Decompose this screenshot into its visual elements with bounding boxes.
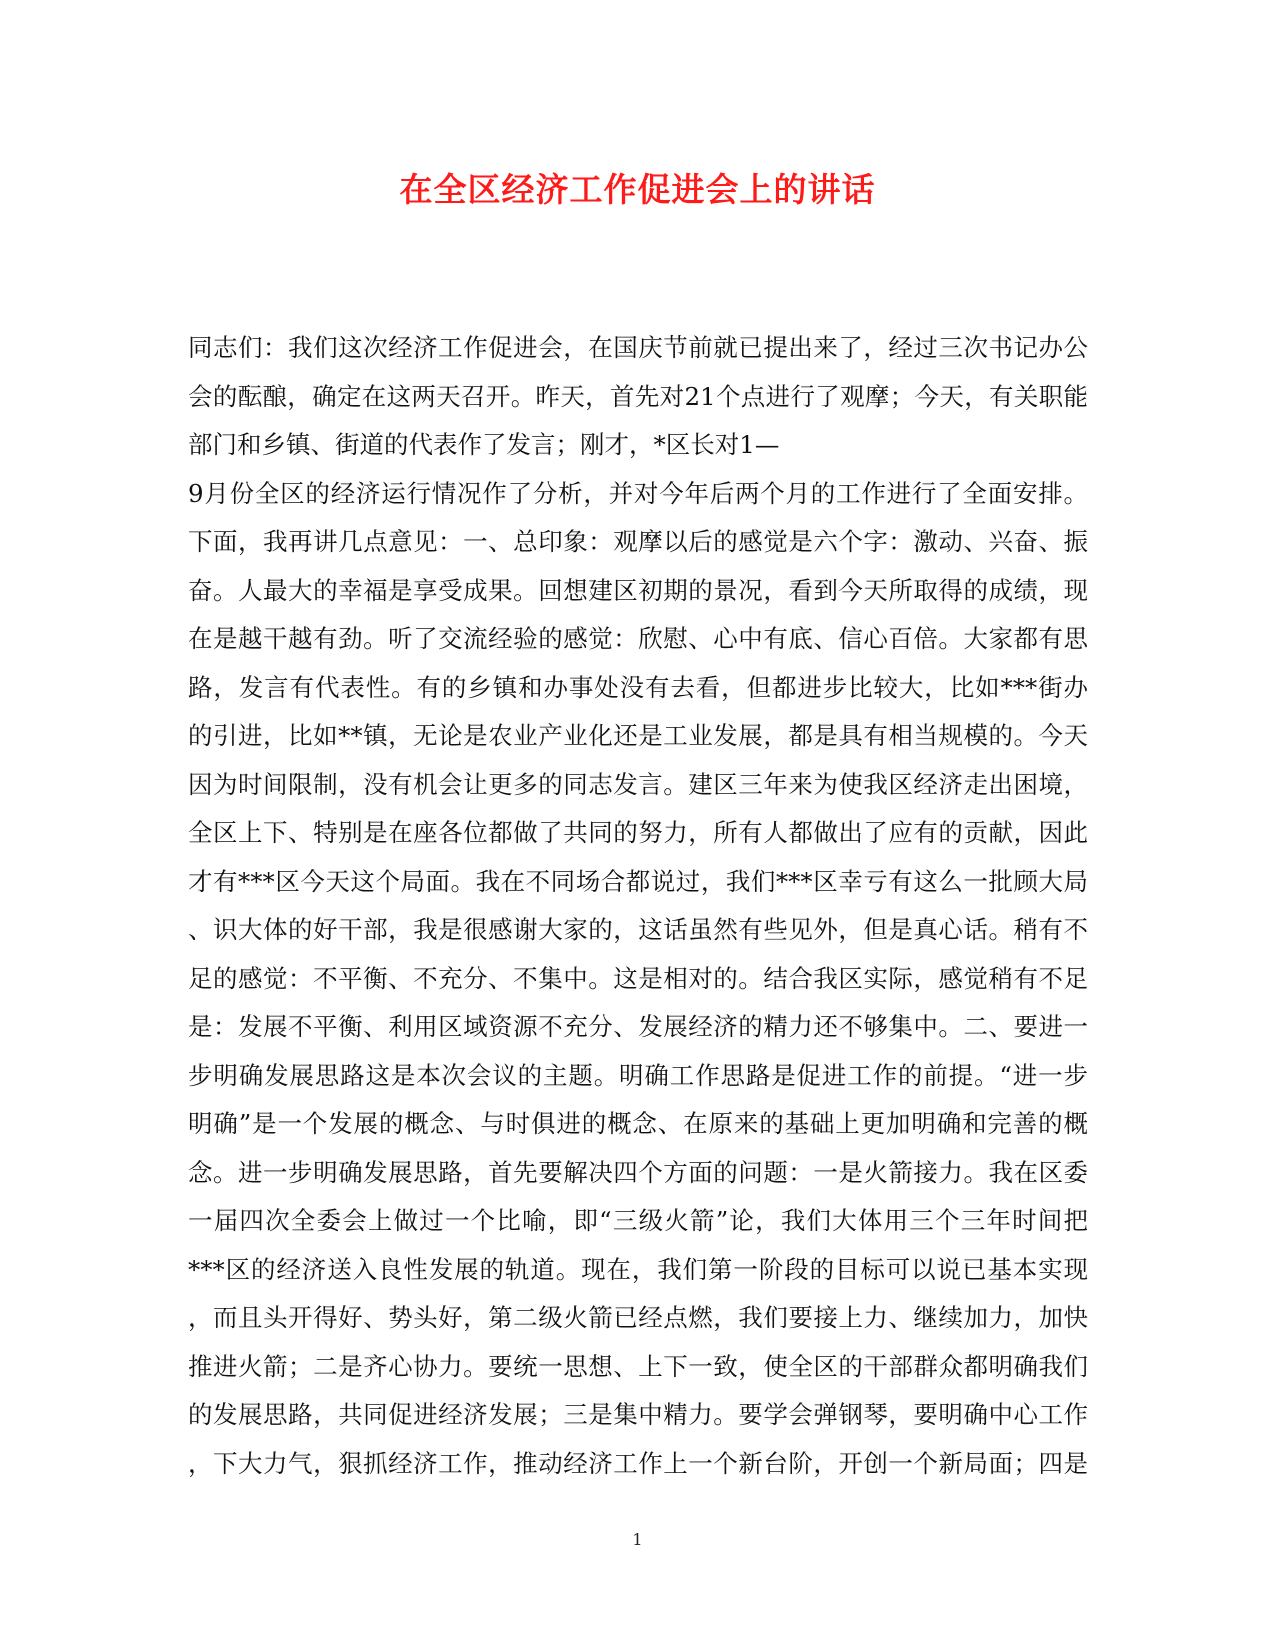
body-line: 9月份全区的经济运行情况作了分析，并对今年后两个月的工作进行了全面安排。 <box>188 478 1088 508</box>
body-line: 念。进一步明确发展思路，首先要解决四个方面的问题：一是火箭接力。我在区委 <box>188 1157 1088 1187</box>
body-line: 因为时间限制，没有机会让更多的同志发言。建区三年来为使我区经济走出困境， <box>188 769 1088 799</box>
body-line: 部门和乡镇、街道的代表作了发言；刚才，*区长对1— <box>188 430 780 459</box>
body-line: 明确”是一个发展的概念、与时俱进的概念、在原来的基础上更加明确和完善的概 <box>188 1109 1088 1138</box>
document-title: 在全区经济工作促进会上的讲话 <box>399 170 876 209</box>
body-line: 步明确发展思路这是本次会议的主题。明确工作思路是促进工作的前提。“进一步 <box>188 1060 1088 1090</box>
body-line: 推进火箭；二是齐心协力。要统一思想、上下一致，使全区的干部群众都明确我们 <box>188 1351 1088 1381</box>
body-line: ，下大力气，狠抓经济工作，推动经济工作上一个新台阶，开创一个新局面；四是 <box>188 1448 1088 1478</box>
body-line: 下面，我再讲几点意见：一、总印象：观摩以后的感觉是六个字：激动、兴奋、振 <box>188 527 1088 556</box>
document-body <box>188 324 1088 1488</box>
body-line: 在是越干越有劲。听了交流经验的感觉：欣慰、心中有底、信心百倍。大家都有思 <box>188 624 1088 653</box>
body-line: 是：发展不平衡、利用区域资源不充分、发展经济的精力还不够集中。二、要进一 <box>188 1012 1088 1041</box>
body-line: 同志们：我们这次经济工作促进会，在国庆节前就已提出来了，经过三次书记办公 <box>188 333 1088 362</box>
body-line: 的引进，比如**镇，无论是农业产业化还是工业发展，都是具有相当规模的。今天 <box>188 721 1088 750</box>
page-number: 1 <box>632 1530 643 1549</box>
body-line: 全区上下、特别是在座各位都做了共同的努力，所有人都做出了应有的贡献，因此 <box>188 818 1088 847</box>
body-line: 、识大体的好干部，我是很感谢大家的，这话虽然有些见外，但是真心话。稍有不 <box>188 915 1088 944</box>
body-line: 足的感觉：不平衡、不充分、不集中。这是相对的。结合我区实际，感觉稍有不足 <box>188 963 1088 993</box>
body-line: ，而且头开得好、势头好，第二级火箭已经点燃，我们要接上力、继续加力，加快 <box>188 1303 1088 1332</box>
body-line: 奋。人最大的幸福是享受成果。回想建区初期的景况，看到今天所取得的成绩，现 <box>188 575 1088 605</box>
body-line: 的发展思路，共同促进经济发展；三是集中精力。要学会弹钢琴，要明确中心工作 <box>188 1400 1088 1429</box>
body-line: 才有***区今天这个局面。我在不同场合都说过，我们***区幸亏有这么一批顾大局 <box>188 866 1088 896</box>
body-line: ***区的经济送入良性发展的轨道。现在，我们第一阶段的目标可以说已基本实现 <box>188 1254 1088 1284</box>
body-line: 一届四次全委会上做过一个比喻，即“三级火箭”论，我们大体用三个三年时间把 <box>188 1206 1088 1235</box>
body-line: 路，发言有代表性。有的乡镇和办事处没有去看，但都进步比较大，比如***街办 <box>188 672 1088 702</box>
body-line: 会的酝酿，确定在这两天召开。昨天，首先对21个点进行了观摩；今天，有关职能 <box>188 381 1088 411</box>
